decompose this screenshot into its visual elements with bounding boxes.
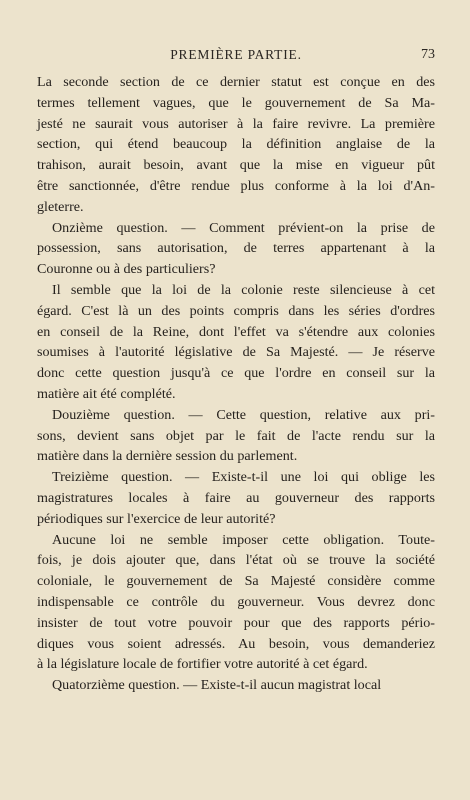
text-line: fois, je dois ajouter que, dans l'état où se trouve la société	[37, 552, 435, 569]
text-line: Onzième question. — Comment prévient-on la prise de	[52, 219, 435, 236]
text-line: Treizième question. — Existe-t-il une loi qui oblige les	[52, 469, 435, 486]
text-line: magistratures locales à faire au gouverneur des rapports	[37, 489, 435, 506]
paragraph	[37, 675, 435, 696]
text-line: coloniale, le gouvernement de Sa Majesté considère comme	[37, 573, 435, 590]
text-line: matière ait été complété.	[37, 385, 176, 402]
text-line: être sanctionnée, d'être rendue plus conforme à la loi d'An-	[37, 177, 435, 194]
text-line: Quatorzième question. — Existe-t-il aucun magistrat local	[52, 677, 382, 694]
text-line: termes tellement vagues, que le gouvernement de Sa Ma-	[37, 94, 435, 111]
text-line: indispensable ce contrôle du gouverneur. Vous devrez donc	[37, 593, 435, 610]
paragraph	[37, 405, 435, 467]
text-line: donc cette question jusqu'à ce que l'ordre en conseil sur la	[37, 365, 435, 382]
text-line: égard. C'est là un des points compris dans les séries d'ordres	[37, 302, 435, 319]
paragraph	[37, 72, 435, 218]
page-header	[37, 47, 435, 67]
paragraph	[37, 530, 435, 676]
text-line: Couronne ou à des particuliers?	[37, 261, 216, 278]
text-line: Il semble que la loi de la colonie reste silencieuse à cet	[52, 281, 435, 298]
text-line: en conseil de la Reine, dont l'effet va s'étendre aux colonies	[37, 323, 435, 340]
paragraph	[37, 467, 435, 529]
text-line: jesté ne saurait vous autoriser à la faire revivre. La première	[37, 115, 435, 132]
text-line: périodiques sur l'exercice de leur autorité?	[37, 510, 276, 527]
text-line: soumises à l'autorité législative de Sa Majesté. — Je réserve	[37, 344, 435, 361]
text-line: diques vous soient adressés. Au besoin, vous demanderiez	[37, 635, 435, 652]
text-line: gleterre.	[37, 198, 84, 215]
running-head: PREMIÈRE PARTIE.	[170, 47, 302, 62]
paragraph	[37, 280, 435, 405]
paragraph	[37, 218, 435, 280]
page-number: 73	[421, 47, 435, 62]
body-text	[37, 72, 435, 696]
text-line: La seconde section de ce dernier statut est conçue en des	[37, 74, 435, 90]
text-line: possession, sans autorisation, de terres appartenant à la	[37, 240, 435, 257]
text-line: Aucune loi ne semble imposer cette obligation. Toute-	[52, 531, 435, 548]
text-line: section, qui étend beaucoup la définition anglaise de la	[37, 136, 435, 153]
text-line: matière dans la dernière session du parlement.	[37, 448, 298, 465]
text-line: Douzième question. — Cette question, relative aux pri-	[52, 406, 435, 423]
text-line: à la législature locale de fortifier votre autorité à cet égard.	[37, 656, 368, 673]
text-line: sons, devient sans objet par le fait de l'acte rendu sur la	[37, 427, 435, 444]
text-line: insister de tout votre pouvoir pour que des rapports pério-	[37, 614, 435, 631]
text-line: trahison, aurait besoin, avant que la mise en vigueur pût	[37, 157, 435, 174]
